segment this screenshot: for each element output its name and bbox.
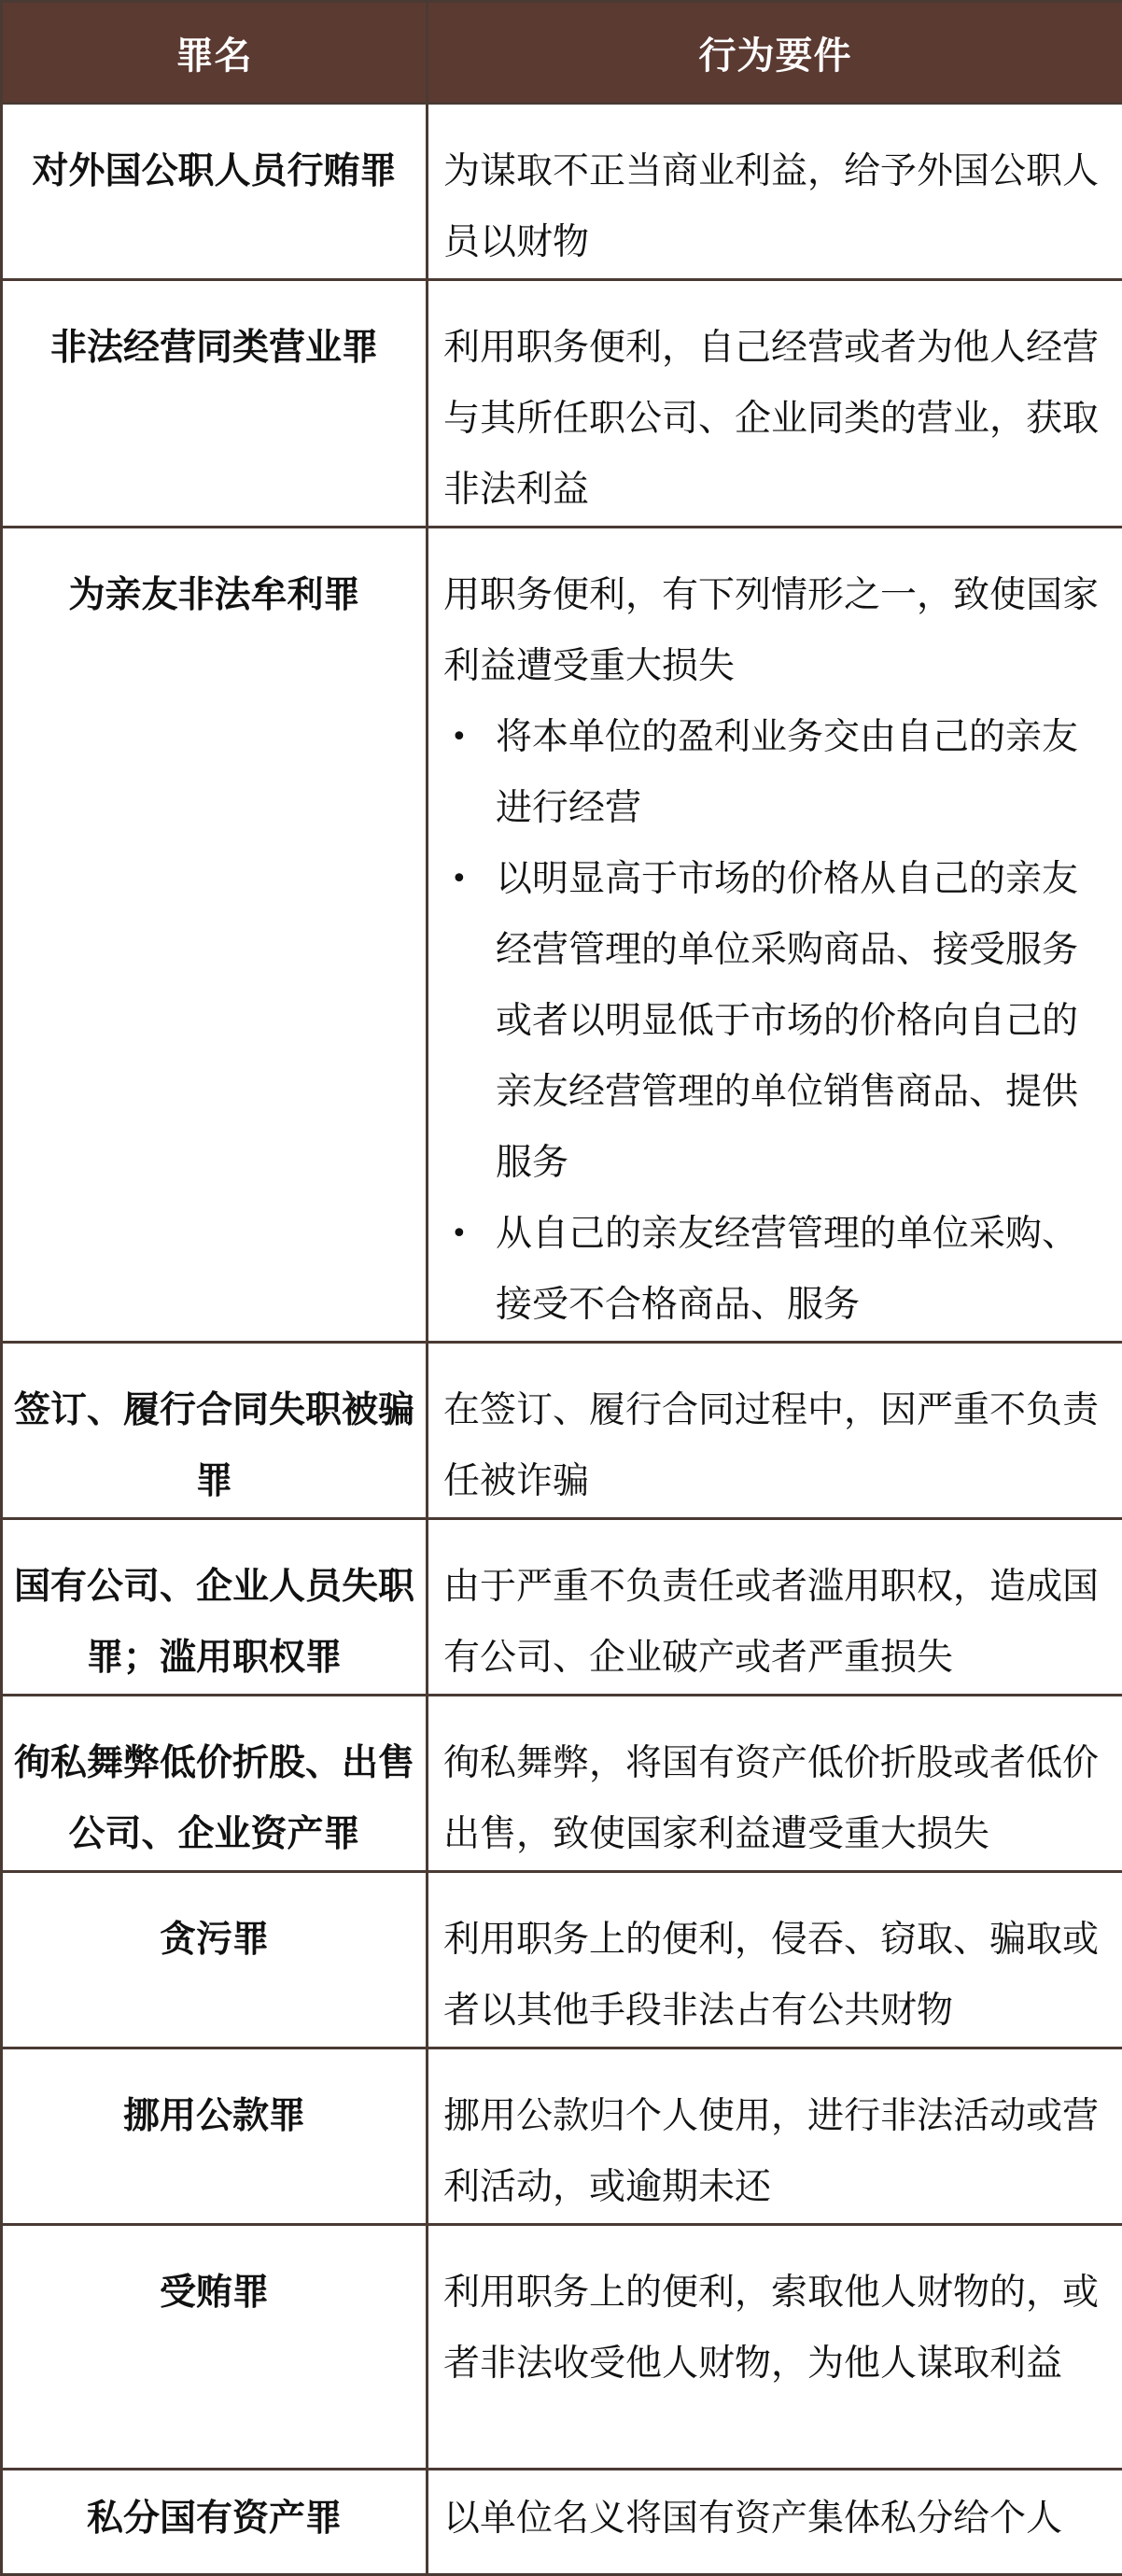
list-item-text: 从自己的亲友经营管理的单位采购、接受不合格商品、服务 (496, 1213, 1078, 1326)
crime-name-cell: 为亲友非法牟利罪 (2, 528, 428, 1343)
requirement-cell: 在签订、履行合同过程中，因严重不负责任被诈骗 (428, 1343, 1122, 1519)
table-row (2, 2470, 1122, 2575)
requirement-cell: 由于严重不负责任或者滥用职权，造成国有公司、企业破产或者严重损失 (428, 1519, 1122, 1696)
requirement-cell: 徇私舞弊，将国有资产低价折股或者低价出售，致使国家利益遭受重大损失 (428, 1696, 1122, 1872)
requirement-intro: 用职务便利，有下列情形之一，致使国家利益遭受重大损失 (443, 560, 1109, 702)
table-row (2, 528, 1122, 1343)
list-item (443, 1199, 1109, 1341)
table-row (2, 2225, 1122, 2470)
list-item-text: 将本单位的盈利业务交由自己的亲友进行经营 (496, 716, 1078, 829)
crime-name-cell: 对外国公职人员行贿罪 (2, 104, 428, 280)
crime-name-cell: 私分国有资产罪 (2, 2470, 428, 2575)
table-row (2, 1519, 1122, 1696)
header-crime-name: 罪名 (2, 2, 428, 104)
bullet-icon: • (451, 844, 468, 915)
requirement-bullet-list (443, 702, 1109, 1341)
table-header-row (2, 2, 1122, 104)
table-row (2, 1872, 1122, 2048)
crime-name-cell: 挪用公款罪 (2, 2048, 428, 2225)
requirement-cell: 利用职务上的便利，侵吞、窃取、骗取或者以其他手段非法占有公共财物 (428, 1872, 1122, 2048)
table-row (2, 2048, 1122, 2225)
table-row (2, 1696, 1122, 1872)
table-row (2, 1343, 1122, 1519)
list-item (443, 844, 1109, 1199)
requirement-cell: 以单位名义将国有资产集体私分给个人 (428, 2470, 1122, 2575)
crime-name-cell: 签订、履行合同失职被骗罪 (2, 1343, 428, 1519)
crime-name-cell: 徇私舞弊低价折股、出售公司、企业资产罪 (2, 1696, 428, 1872)
crime-name-cell: 国有公司、企业人员失职罪；滥用职权罪 (2, 1519, 428, 1696)
bullet-icon: • (451, 702, 468, 773)
table-row (2, 280, 1122, 528)
requirement-cell: 为谋取不正当商业利益，给予外国公职人员以财物 (428, 104, 1122, 280)
requirement-cell: 利用职务上的便利，索取他人财物的，或者非法收受他人财物，为他人谋取利益 (428, 2225, 1122, 2470)
crime-name-cell: 受贿罪 (2, 2225, 428, 2470)
bullet-icon: • (451, 1199, 468, 1270)
requirement-cell: 挪用公款归个人使用，进行非法活动或营利活动，或逾期未还 (428, 2048, 1122, 2225)
table-row (2, 104, 1122, 280)
list-item (443, 702, 1109, 844)
crime-name-cell: 非法经营同类营业罪 (2, 280, 428, 528)
header-behavior-requirement: 行为要件 (428, 2, 1122, 104)
requirement-cell (428, 528, 1122, 1343)
requirement-cell: 利用职务便利，自己经营或者为他人经营与其所任职公司、企业同类的营业，获取非法利益 (428, 280, 1122, 528)
crime-name-cell: 贪污罪 (2, 1872, 428, 2048)
list-item-text: 以明显高于市场的价格从自己的亲友经营管理的单位采购商品、接受服务或者以明显低于市场的价格向自己的亲友经营管理的单位销售商品、提供服务 (496, 858, 1078, 1184)
